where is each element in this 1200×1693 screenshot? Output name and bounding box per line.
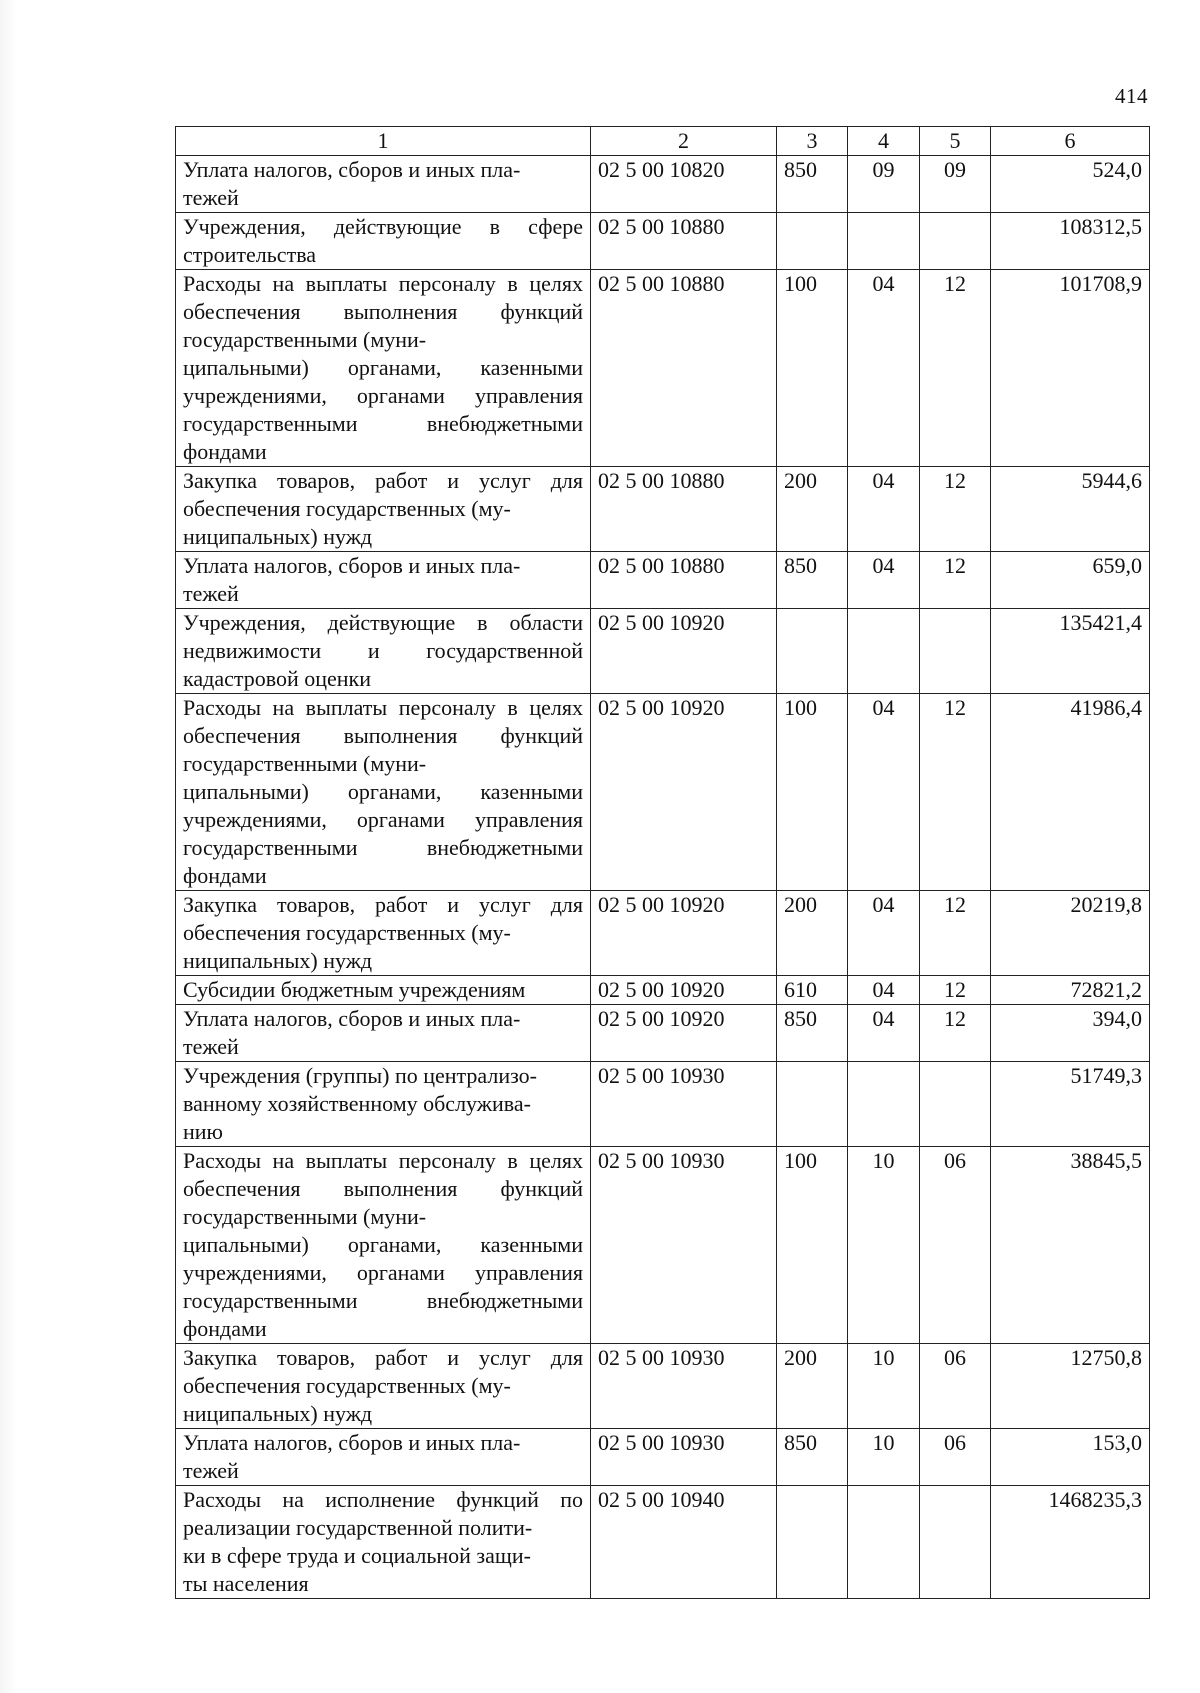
- table-row: [176, 1005, 1150, 1062]
- target-article-code-cell: 02 5 00 10880: [591, 270, 777, 467]
- target-article-code-cell: 02 5 00 10920: [591, 694, 777, 891]
- subsection-cell: [920, 609, 991, 694]
- expense-type-cell: [777, 609, 848, 694]
- header-col-5: 5: [920, 127, 991, 156]
- header-col-3: 3: [777, 127, 848, 156]
- subsection-cell: 12: [920, 467, 991, 552]
- amount-cell: 38845,5: [991, 1147, 1150, 1344]
- subsection-cell: 06: [920, 1147, 991, 1344]
- expense-name-cell: Учреждения, действующие в области недвижимости и государственной кадастровой оценки: [176, 609, 591, 694]
- target-article-code-cell: 02 5 00 10880: [591, 552, 777, 609]
- expense-type-cell: 100: [777, 694, 848, 891]
- expense-type-cell: 100: [777, 1147, 848, 1344]
- expense-name-cell: Учреждения (группы) по централизо- ванному хозяйственному обслужива- нию: [176, 1062, 591, 1147]
- table-row: [176, 609, 1150, 694]
- target-article-code-cell: 02 5 00 10930: [591, 1147, 777, 1344]
- subsection-cell: [920, 213, 991, 270]
- expense-type-cell: [777, 1486, 848, 1599]
- table-row: [176, 270, 1150, 467]
- expense-name-cell: Закупка товаров, работ и услуг для обеспечения государственных (му- ниципальных) нужд: [176, 467, 591, 552]
- table-row: [176, 694, 1150, 891]
- section-cell: [848, 1062, 920, 1147]
- amount-cell: 153,0: [991, 1429, 1150, 1486]
- amount-cell: 12750,8: [991, 1344, 1150, 1429]
- amount-cell: 51749,3: [991, 1062, 1150, 1147]
- section-cell: [848, 213, 920, 270]
- expense-name-cell: Уплата налогов, сборов и иных пла- тежей: [176, 1005, 591, 1062]
- table-row: [176, 467, 1150, 552]
- subsection-cell: 12: [920, 1005, 991, 1062]
- budget-table: [175, 126, 1150, 1599]
- expense-type-cell: 610: [777, 976, 848, 1005]
- subsection-cell: 12: [920, 552, 991, 609]
- header-col-2: 2: [591, 127, 777, 156]
- table-row: [176, 1486, 1150, 1599]
- section-cell: 04: [848, 467, 920, 552]
- section-cell: 09: [848, 156, 920, 213]
- amount-cell: 108312,5: [991, 213, 1150, 270]
- table-header-row: [176, 127, 1150, 156]
- expense-type-cell: 850: [777, 552, 848, 609]
- section-cell: 04: [848, 891, 920, 976]
- section-cell: 04: [848, 694, 920, 891]
- expense-type-cell: 200: [777, 891, 848, 976]
- expense-type-cell: [777, 213, 848, 270]
- expense-name-cell: Расходы на исполнение функций по реализации государственной полити- ки в сфере труда и социальной защи- ты населения: [176, 1486, 591, 1599]
- target-article-code-cell: 02 5 00 10940: [591, 1486, 777, 1599]
- section-cell: 04: [848, 270, 920, 467]
- amount-cell: 20219,8: [991, 891, 1150, 976]
- expense-type-cell: 100: [777, 270, 848, 467]
- amount-cell: 41986,4: [991, 694, 1150, 891]
- table-row: [176, 156, 1150, 213]
- amount-cell: 524,0: [991, 156, 1150, 213]
- subsection-cell: 06: [920, 1344, 991, 1429]
- table-row: [176, 552, 1150, 609]
- subsection-cell: 12: [920, 270, 991, 467]
- expense-name-cell: Уплата налогов, сборов и иных пла- тежей: [176, 1429, 591, 1486]
- table-row: [176, 1062, 1150, 1147]
- table-body: [176, 156, 1150, 1599]
- expense-type-cell: 200: [777, 467, 848, 552]
- target-article-code-cell: 02 5 00 10880: [591, 213, 777, 270]
- expense-name-cell: Уплата налогов, сборов и иных пла- тежей: [176, 156, 591, 213]
- subsection-cell: 06: [920, 1429, 991, 1486]
- subsection-cell: 09: [920, 156, 991, 213]
- expense-name-cell: Расходы на выплаты персоналу в целях обеспечения выполнения функций государственными (муни- ципальными) органами, казенными учреждениями, органами управления государственными внебюджетными фондами: [176, 270, 591, 467]
- expense-name-cell: Уплата налогов, сборов и иных пла- тежей: [176, 552, 591, 609]
- target-article-code-cell: 02 5 00 10820: [591, 156, 777, 213]
- target-article-code-cell: 02 5 00 10930: [591, 1344, 777, 1429]
- expense-name-cell: Закупка товаров, работ и услуг для обеспечения государственных (му- ниципальных) нужд: [176, 1344, 591, 1429]
- page-number: 414: [1115, 84, 1148, 108]
- expense-type-cell: [777, 1062, 848, 1147]
- target-article-code-cell: 02 5 00 10920: [591, 891, 777, 976]
- header-col-6: 6: [991, 127, 1150, 156]
- table-row: [176, 1344, 1150, 1429]
- target-article-code-cell: 02 5 00 10920: [591, 1005, 777, 1062]
- expense-name-cell: Учреждения, действующие в сфере строительства: [176, 213, 591, 270]
- expense-name-cell: Закупка товаров, работ и услуг для обеспечения государственных (му- ниципальных) нужд: [176, 891, 591, 976]
- expense-name-cell: Расходы на выплаты персоналу в целях обеспечения выполнения функций государственными (муни- ципальными) органами, казенными учреждениями, органами управления государственными внебюджетными фондами: [176, 1147, 591, 1344]
- section-cell: 10: [848, 1344, 920, 1429]
- scan-edge-shadow: [0, 0, 18, 1693]
- subsection-cell: [920, 1062, 991, 1147]
- target-article-code-cell: 02 5 00 10930: [591, 1429, 777, 1486]
- section-cell: 10: [848, 1147, 920, 1344]
- target-article-code-cell: 02 5 00 10920: [591, 976, 777, 1005]
- subsection-cell: 12: [920, 694, 991, 891]
- subsection-cell: 12: [920, 976, 991, 1005]
- amount-cell: 1468235,3: [991, 1486, 1150, 1599]
- table-row: [176, 213, 1150, 270]
- target-article-code-cell: 02 5 00 10880: [591, 467, 777, 552]
- amount-cell: 659,0: [991, 552, 1150, 609]
- section-cell: 04: [848, 552, 920, 609]
- section-cell: 10: [848, 1429, 920, 1486]
- amount-cell: 101708,9: [991, 270, 1150, 467]
- section-cell: [848, 609, 920, 694]
- section-cell: 04: [848, 1005, 920, 1062]
- expense-type-cell: 200: [777, 1344, 848, 1429]
- table-row: [176, 891, 1150, 976]
- expense-type-cell: 850: [777, 1005, 848, 1062]
- header-col-1: 1: [176, 127, 591, 156]
- target-article-code-cell: 02 5 00 10930: [591, 1062, 777, 1147]
- expense-type-cell: 850: [777, 1429, 848, 1486]
- subsection-cell: 12: [920, 891, 991, 976]
- expense-name-cell: Расходы на выплаты персоналу в целях обеспечения выполнения функций государственными (муни- ципальными) органами, казенными учреждениями, органами управления государственными внебюджетными фондами: [176, 694, 591, 891]
- section-cell: 04: [848, 976, 920, 1005]
- amount-cell: 5944,6: [991, 467, 1150, 552]
- expense-type-cell: 850: [777, 156, 848, 213]
- amount-cell: 394,0: [991, 1005, 1150, 1062]
- target-article-code-cell: 02 5 00 10920: [591, 609, 777, 694]
- table-row: [176, 1429, 1150, 1486]
- subsection-cell: [920, 1486, 991, 1599]
- amount-cell: 72821,2: [991, 976, 1150, 1005]
- header-col-4: 4: [848, 127, 920, 156]
- table-row: [176, 976, 1150, 1005]
- amount-cell: 135421,4: [991, 609, 1150, 694]
- section-cell: [848, 1486, 920, 1599]
- table-row: [176, 1147, 1150, 1344]
- expense-name-cell: Субсидии бюджетным учреждениям: [176, 976, 591, 1005]
